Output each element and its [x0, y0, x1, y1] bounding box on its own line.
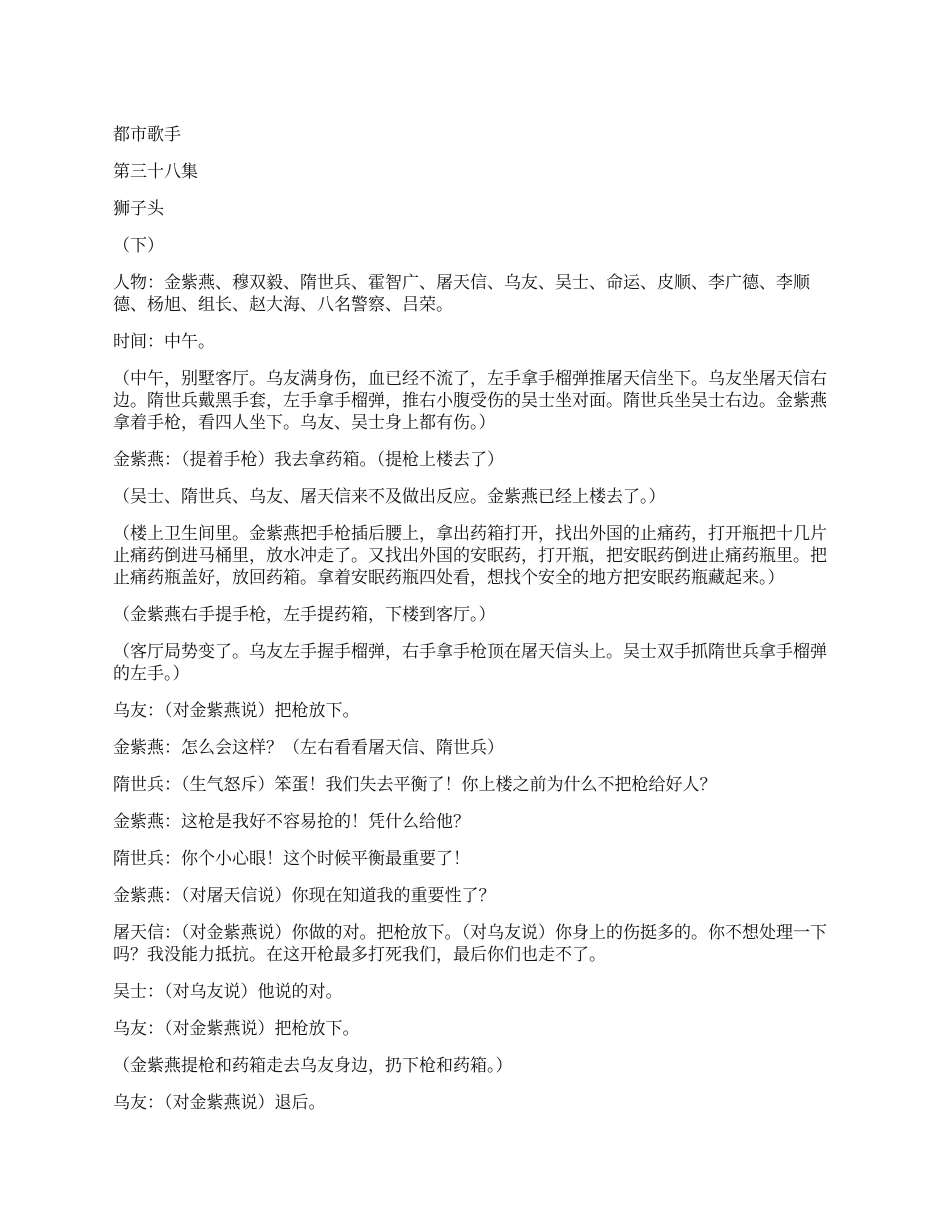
episode-number: 第三十八集: [113, 162, 198, 182]
episode-subtitle: 狮子头: [113, 199, 164, 219]
characters-line: 人物：金紫燕、穆双毅、隋世兵、霍智广、屠天信、乌友、吴士、命运、皮顺、李广德、李顺德、杨旭、组长、赵大海、八名警察、吕荣。: [113, 273, 810, 315]
dialogue-line: 乌友：（对金紫燕说）退后。: [113, 1093, 326, 1113]
dialogue-line: 隋世兵：你个小心眼！这个时候平衡最重要了！: [113, 849, 470, 869]
dialogue-line: 屠天信：（对金紫燕说）你做的对。把枪放下。（对乌友说）你身上的伤挺多的。你不想处理一下吗？我没能力抵抗。在这开枪最多打死我们，最后你们也走不了。: [113, 923, 827, 965]
dialogue-line: 隋世兵：（生气怒斥）笨蛋！我们失去平衡了！你上楼之前为什么不把枪给好人？: [113, 775, 717, 795]
dialogue-line: 吴士：（对乌友说）他说的对。: [113, 982, 343, 1002]
episode-part: （下）: [113, 236, 164, 256]
script-title: 都市歌手: [113, 125, 181, 145]
stage-direction: （吴士、隋世兵、乌友、屠天信来不及做出反应。金紫燕已经上楼去了。）: [113, 487, 666, 507]
dialogue-line: 金紫燕：怎么会这样？（左右看看屠天信、隋世兵）: [113, 738, 504, 758]
stage-direction: （中午，别墅客厅。乌友满身伤，血已经不流了，左手拿手榴弹推屠天信坐下。乌友坐屠天信右边。隋世兵戴黑手套，左手拿手榴弹，推右小腹受伤的吴士坐对面。隋世兵坐吴士右边。金紫燕拿着手枪，看四人坐下。乌友、吴士身上都有伤。）: [113, 369, 827, 433]
time-line: 时间：中午。: [113, 332, 215, 352]
dialogue-line: 乌友：（对金紫燕说）把枪放下。: [113, 701, 360, 721]
dialogue-line: 金紫燕：（对屠天信说）你现在知道我的重要性了？: [113, 886, 496, 906]
dialogue-line: 乌友：（对金紫燕说）把枪放下。: [113, 1019, 360, 1039]
script-page: [113, 124, 843, 1129]
stage-direction: （金紫燕提枪和药箱走去乌友身边，扔下枪和药箱。）: [113, 1056, 513, 1076]
stage-direction: （楼上卫生间里。金紫燕把手枪插后腰上，拿出药箱打开，找出外国的止痛药，打开瓶把十几片止痛药倒进马桶里，放水冲走了。又找出外国的安眠药，打开瓶，把安眠药倒进止痛药瓶里。把止痛药瓶盖好，放回药箱。拿着安眠药瓶四处看，想找个安全的地方把安眠药瓶藏起来。）: [113, 524, 827, 588]
dialogue-line: 金紫燕：这枪是我好不容易抢的！凭什么给他？: [113, 812, 470, 832]
dialogue-line: 金紫燕：（提着手枪）我去拿药箱。（提枪上楼去了）: [113, 450, 504, 470]
stage-direction: （客厅局势变了。乌友左手握手榴弹，右手拿手枪顶在屠天信头上。吴士双手抓隋世兵拿手榴弹的左手。）: [113, 642, 827, 684]
stage-direction: （金紫燕右手提手枪，左手提药箱，下楼到客厅。）: [113, 605, 496, 625]
